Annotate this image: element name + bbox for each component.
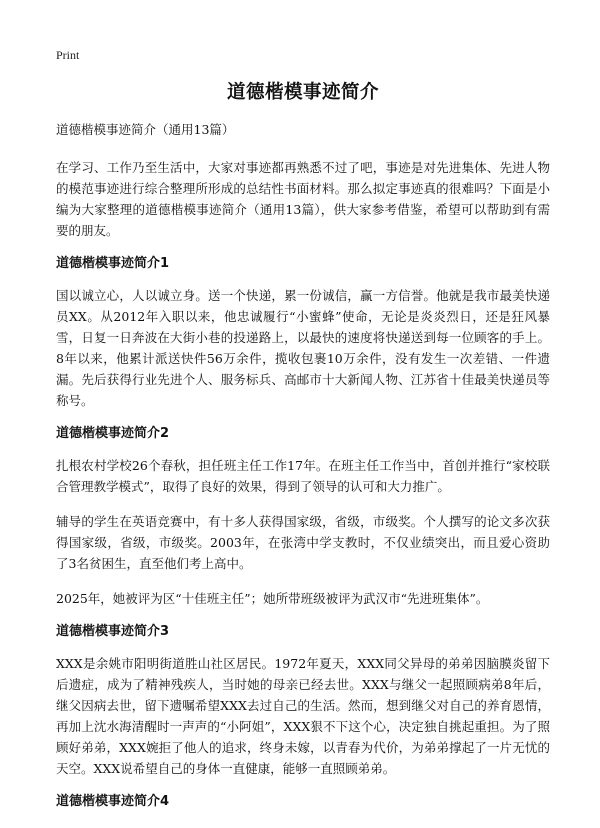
section-1-paragraph-1: 国以诚立心，人以诚立身。送一个快递，累一份诚信，赢一方信誉。他就是我市最美快递员XX。从2012年入职以来，他忠诚履行“小蜜蜂”使命，无论是炎炎烈日，还是狂风暴雪，日复一日奔波在大街小巷的投递路上，以最快的速度将快递送到每一位顾客的手上。8年以来，他累计派送快件56万余件，揽收包裹10万余件，没有发生一次差错、一件遗漏。先后获得行业先进个人、服务标兵、高邮市十大新闻人物、江苏省十佳最美快递员等称号。 [56,288,550,408]
document-subtitle: 道德楷模事迹简介（通用13篇） [56,122,235,137]
print-link[interactable]: Print [56,48,80,62]
section-2-paragraph-3: 2025年，她被评为区“十佳班主任”；她所带班级被评为武汉市“先进班集体”。 [56,591,489,606]
section-heading-4: 道德楷模事迹简介4 [56,794,170,809]
section-3-paragraph-1: XXX是余姚市阳明街道胜山社区居民。1972年夏天，XXX同父异母的弟弟因脑膜炎留下后遗症，成为了精神残疾人，当时她的母亲已经去世。XXX与继父一起照顾病弟8年后，继父因病去世，留下遗嘱希望XXX去过自己的生活。然而，想到继父对自己的养育恩情，再加上沈水海清醒时一声声的“小阿姐”，XXX狠不下这个心，决定独自挑起重担。为了照顾好弟弟，XXX婉拒了他人的追求，终身未嫁，以青春为代价，为弟弟撑起了一片无忧的天空。XXX说希望自己的身体一直健康，能够一直照顾弟弟。 [56,656,550,776]
section-heading-1: 道德楷模事迹简介1 [56,256,170,271]
section-heading-3: 道德楷模事迹简介3 [56,624,170,639]
document-body [56,78,550,823]
section-2-paragraph-2: 辅导的学生在英语竞赛中，有十多人获得国家级，省级，市级奖。个人撰写的论文多次获得国家级，省级，市级奖。2003年，在张湾中学支教时，不仅业绩突出，而且爱心资助了3名贫困生，直至他们考上高中。 [56,514,550,571]
page-title: 道德楷模事迹简介 [226,82,379,103]
intro-paragraph: 在学习、工作乃至生活中，大家对事迹都再熟悉不过了吧，事迹是对先进集体、先进人物的模范事迹进行综合整理所形成的总结性书面材料。那么拟定事迹真的很难吗？下面是小编为大家整理的道德楷模事迹简介（通用13篇），供大家参考借鉴，希望可以帮助到有需要的朋友。 [56,160,550,238]
section-heading-2: 道德楷模事迹简介2 [56,426,170,441]
section-2-paragraph-1: 扎根农村学校26个春秋，担任班主任工作17年。在班主任工作当中，首创并推行“家校联合管理教学模式”，取得了良好的效果，得到了领导的认可和大力推广。 [56,458,550,494]
